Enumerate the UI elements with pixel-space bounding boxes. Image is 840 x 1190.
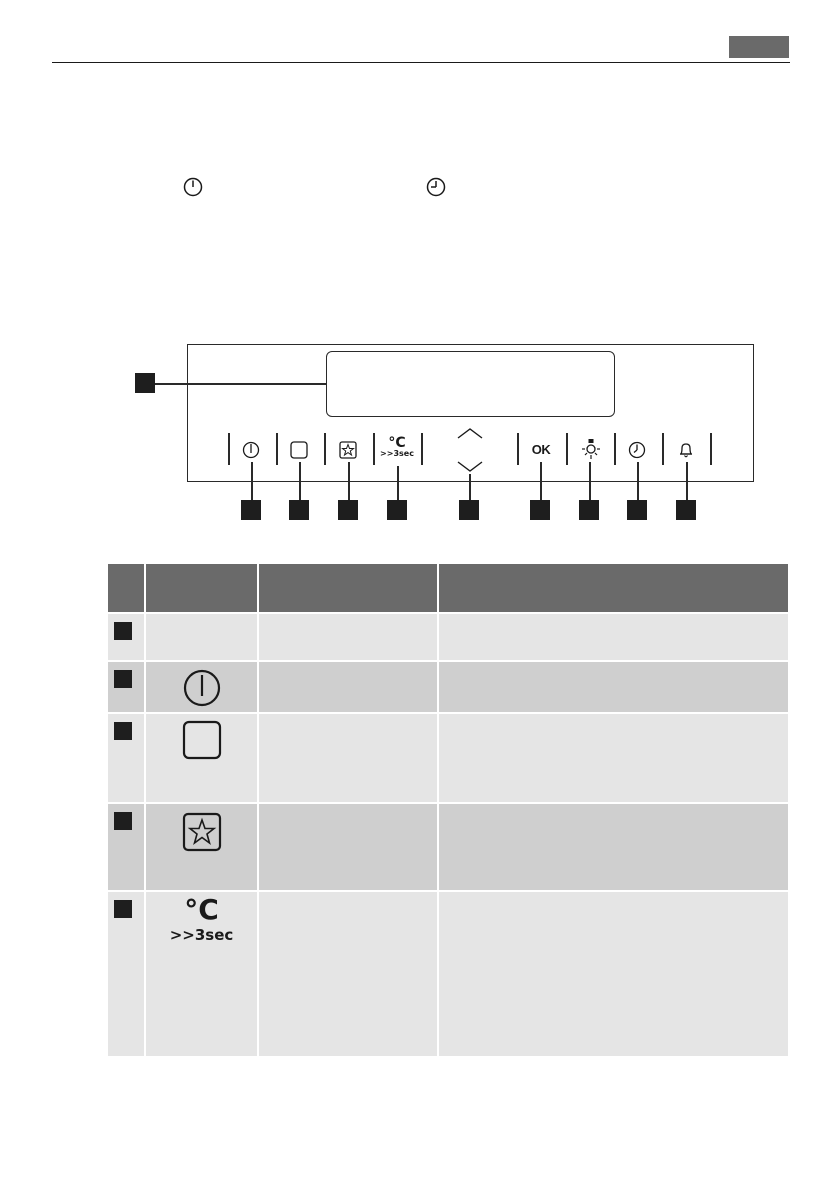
row-number-marker — [114, 670, 132, 688]
clock-button[interactable] — [627, 440, 647, 460]
callout-square — [289, 500, 309, 520]
square-icon — [182, 720, 222, 760]
leader-line — [348, 462, 350, 502]
celsius-label: °C — [388, 435, 406, 451]
leader-line — [540, 462, 542, 502]
table-row — [108, 714, 788, 802]
callout-power — [241, 500, 261, 520]
up-arrow-button[interactable] — [456, 426, 484, 440]
power-button[interactable] — [241, 440, 261, 460]
table-row — [108, 892, 788, 1056]
celsius-icon-top: °C — [184, 893, 219, 926]
panel-separator — [421, 433, 423, 465]
panel-separator — [662, 433, 664, 465]
row-number-marker — [114, 900, 132, 918]
panel-separator — [373, 433, 375, 465]
panel-separator — [228, 433, 230, 465]
table-header — [108, 564, 788, 612]
star-function-icon — [182, 812, 222, 852]
table-row — [108, 662, 788, 712]
bell-button[interactable] — [676, 440, 696, 460]
celsius-icon-bottom: >>3sec — [169, 926, 234, 944]
panel-display — [326, 351, 615, 417]
celsius-3sec-button[interactable] — [380, 436, 414, 458]
callout-arrows — [459, 500, 479, 520]
3sec-label: >>3sec — [380, 449, 414, 458]
callout-star — [338, 500, 358, 520]
row-number-marker — [114, 622, 132, 640]
header-cell — [439, 564, 788, 612]
leader-line — [589, 462, 591, 502]
row-number-marker — [114, 722, 132, 740]
lamp-button[interactable] — [580, 438, 602, 462]
celsius-3sec-icon — [146, 892, 259, 1056]
panel-separator — [710, 433, 712, 465]
table-row — [108, 804, 788, 890]
panel-separator — [614, 433, 616, 465]
leader-line — [251, 462, 253, 502]
display-callout — [135, 373, 155, 393]
header-cell — [259, 564, 439, 612]
header-cell — [146, 564, 259, 612]
callout-bell — [676, 500, 696, 520]
ok-button[interactable]: OK — [531, 442, 551, 457]
leader-line — [637, 462, 639, 502]
square-button[interactable] — [289, 440, 309, 460]
callout-clock — [627, 500, 647, 520]
callout-celsius — [387, 500, 407, 520]
leader-line — [469, 474, 471, 502]
panel-separator — [566, 433, 568, 465]
power-icon — [182, 176, 204, 198]
language-tab — [729, 36, 789, 58]
down-arrow-button[interactable] — [456, 460, 484, 474]
star-function-button[interactable] — [338, 440, 358, 460]
leader-line — [686, 462, 688, 502]
leader-line — [397, 466, 399, 502]
panel-separator — [276, 433, 278, 465]
leader-line — [299, 462, 301, 502]
table-row — [108, 614, 788, 660]
panel-separator — [517, 433, 519, 465]
panel-separator — [324, 433, 326, 465]
callout-lamp — [579, 500, 599, 520]
header-rule — [52, 62, 790, 63]
power-icon — [182, 668, 222, 708]
function-table — [108, 564, 788, 1056]
callout-ok — [530, 500, 550, 520]
row-number-marker — [114, 812, 132, 830]
clock-icon — [425, 176, 447, 198]
header-cell — [108, 564, 146, 612]
display-callout-line — [155, 383, 326, 385]
